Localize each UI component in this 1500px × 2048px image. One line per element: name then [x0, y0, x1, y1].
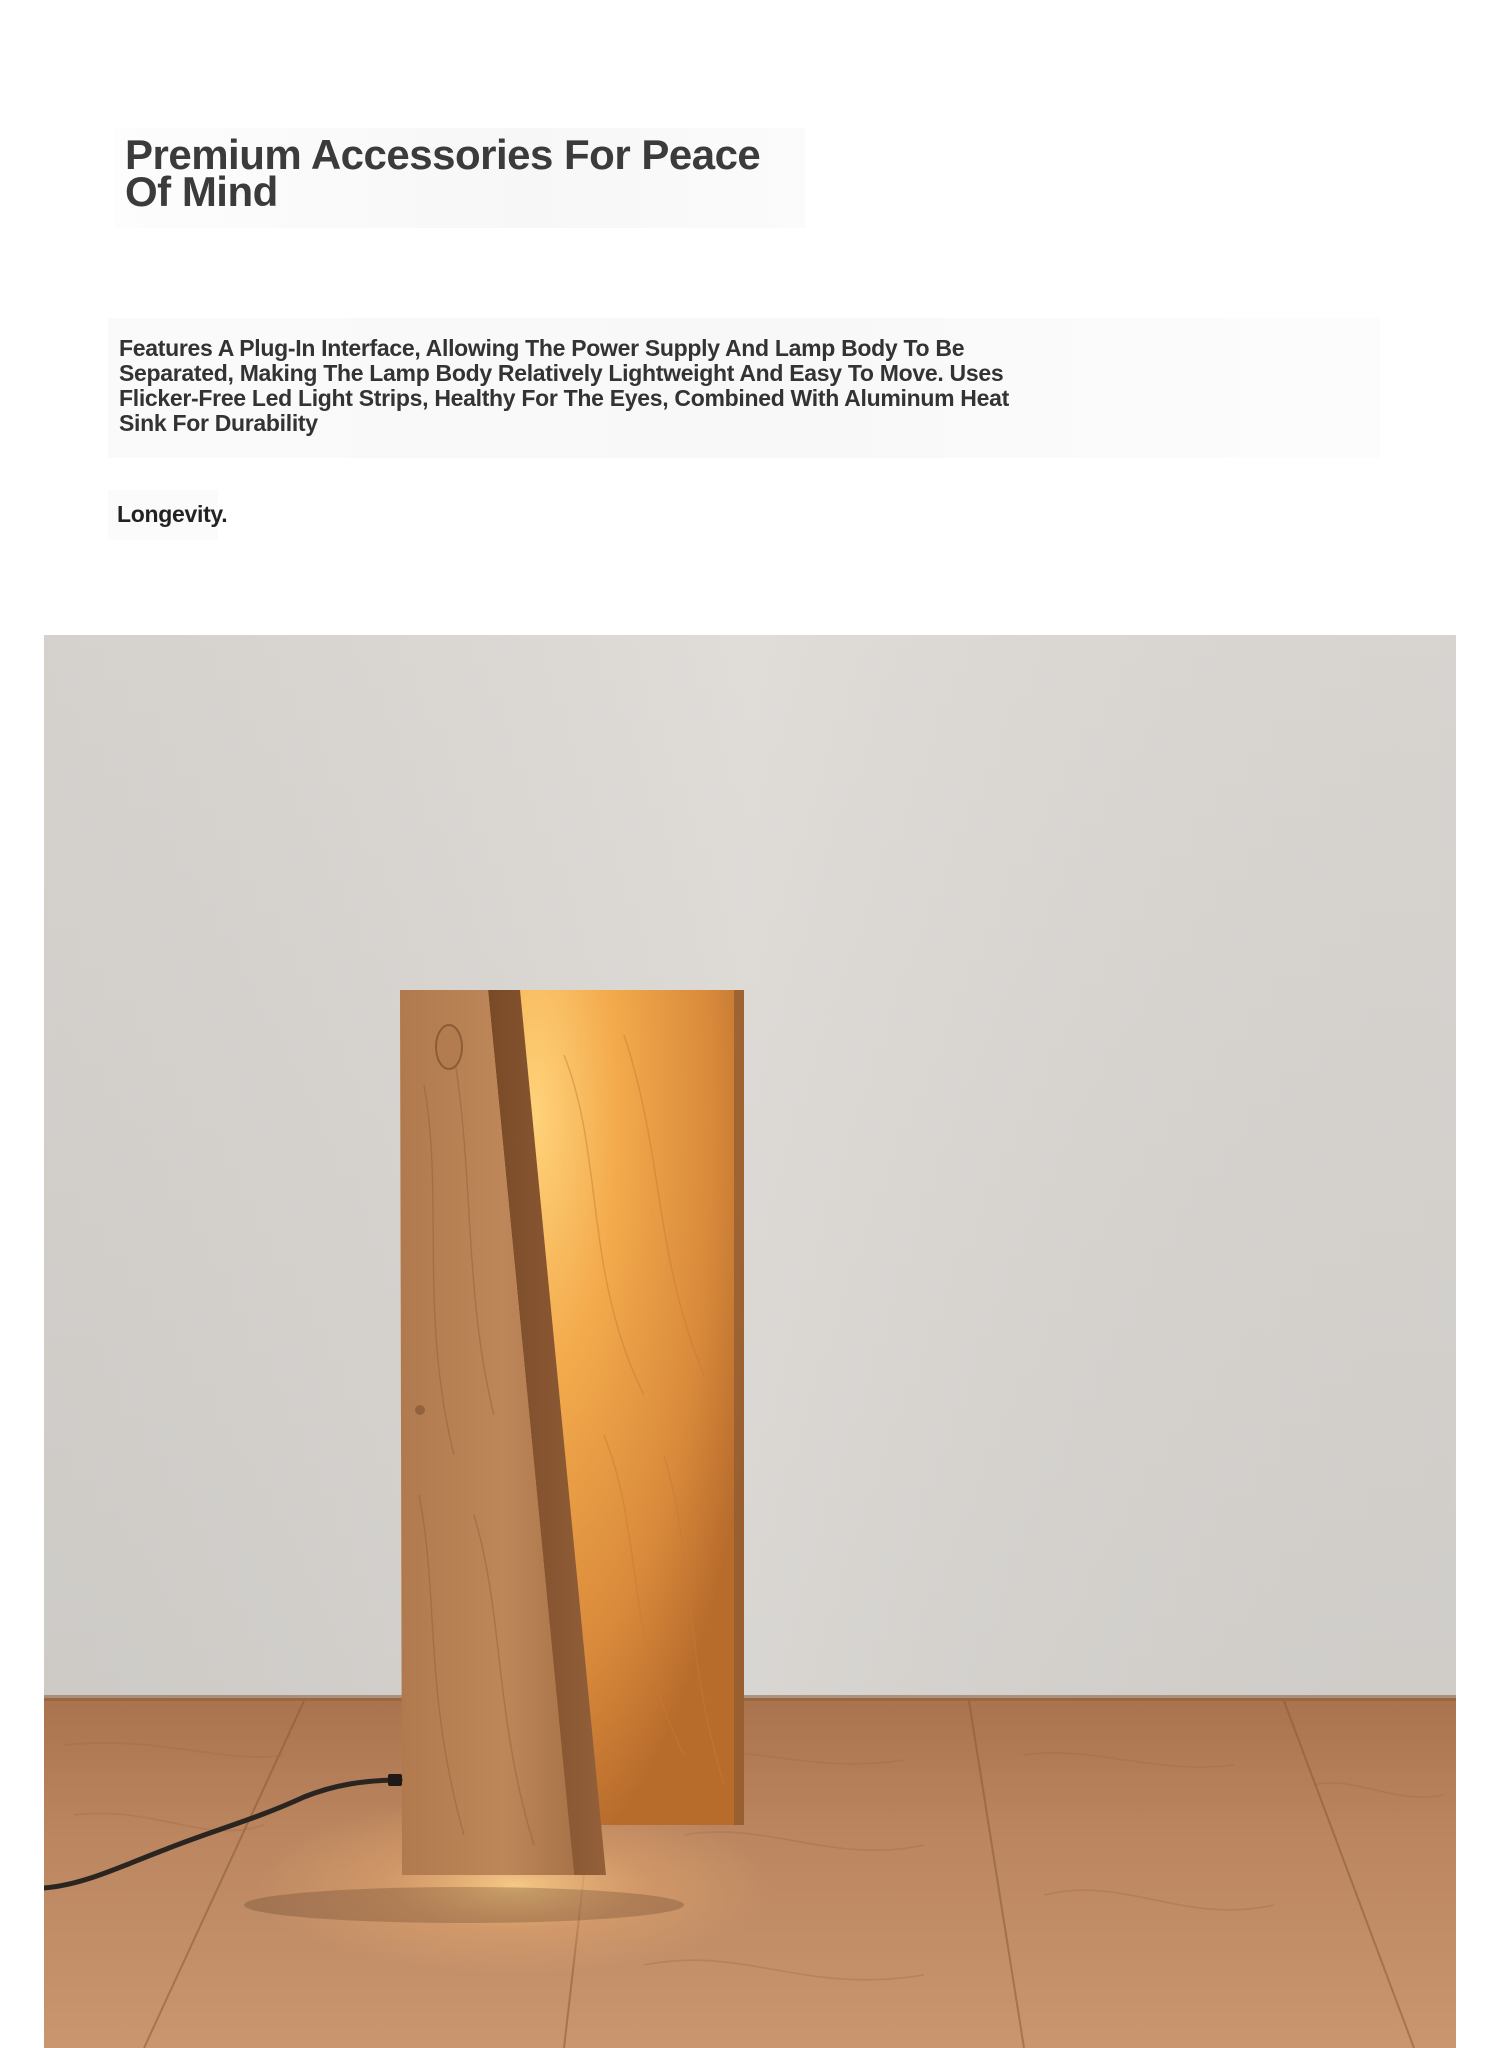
headline-section	[115, 128, 805, 228]
wooden-lamp-photo-icon	[44, 635, 1456, 2048]
description-trailing-word: Longevity.	[117, 501, 228, 527]
product-photo	[44, 635, 1456, 2048]
page-title: Premium Accessories For Peace Of Mind	[125, 131, 761, 215]
description-continuation	[108, 490, 228, 540]
description-section	[108, 318, 1380, 458]
product-description: Features A Plug-In Interface, Allowing The Power Supply And Lamp Body To Be Separated, Making The Lamp Body Relatively Lightweight And Easy To Move. Uses Flicker-Free Led Light Strips, Healthy For The Eyes, Combined With Aluminum Heat Sink For Durability	[119, 335, 1009, 436]
